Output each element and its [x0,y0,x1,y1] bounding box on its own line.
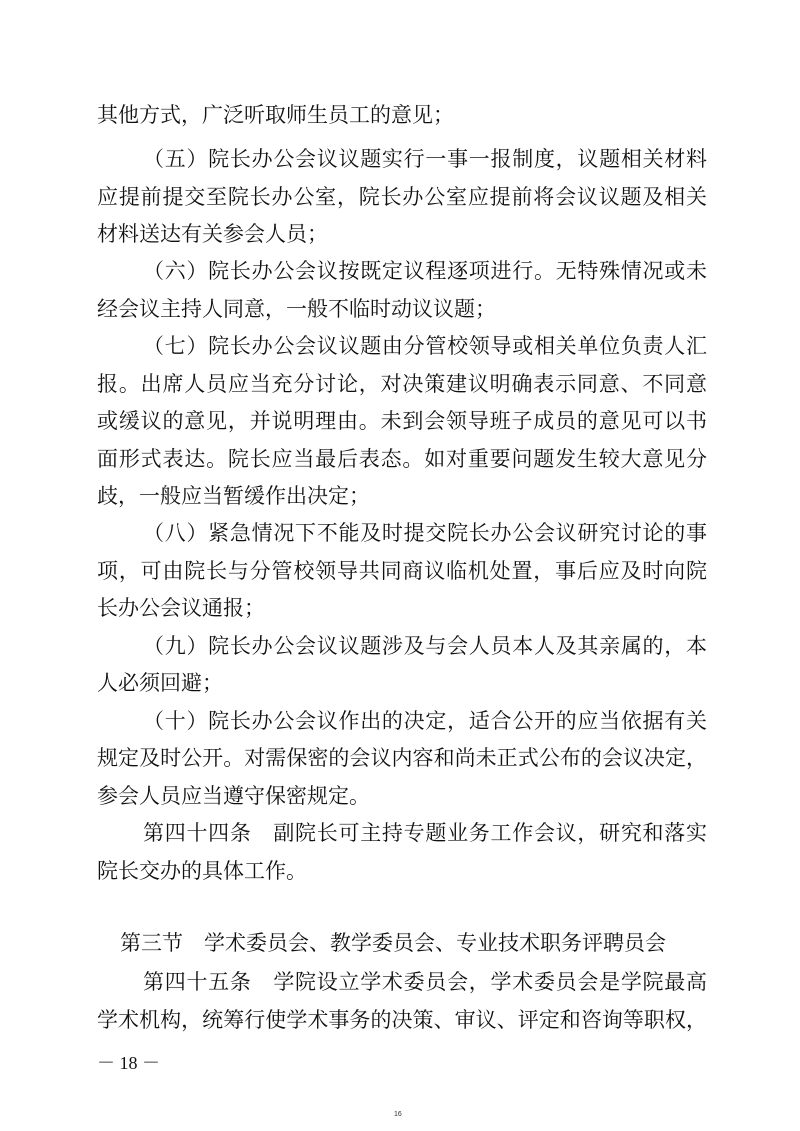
text-line: 规定及时公开。对需保密的会议内容和尚未正式公布的会议决定， [97,746,707,770]
section-heading: 第三节 学术委员会、教学委员会、专业技术职务评聘员会 [120,931,666,955]
text-line: （八）紧急情况下不能及时提交院长办公会议研究讨论的事 [143,521,707,545]
text-line: 第四十五条 学院设立学术委员会，学术委员会是学院最高 [143,970,707,994]
text-line: 院长交办的具体工作。 [97,859,307,883]
text-line: 应提前提交至院长办公室，院长办公室应提前将会议议题及相关 [97,185,707,209]
text-line: 歧，一般应当暂缓作出决定； [97,484,370,508]
text-line: （十）院长办公会议作出的决定，适合公开的应当依据有关 [143,709,707,733]
text-line: 经会议主持人同意，一般不临时动议议题； [97,297,496,321]
page-number: － 18 － [97,1053,160,1073]
text-line: 面形式表达。院长应当最后表态。如对重要问题发生较大意见分 [97,447,707,471]
text-line: 参会人员应当遵守保密规定。 [97,784,370,808]
text-line: 项，可由院长与分管校领导共同商议临机处置，事后应及时向院 [97,559,707,583]
text-line: 人必须回避； [97,671,223,695]
text-line: （九）院长办公会议议题涉及与会人员本人及其亲属的，本 [143,634,707,658]
text-line: 长办公会议通报； [97,596,265,620]
text-line: 材料送达有关参会人员； [97,222,328,246]
text-line: （七）院长办公会议议题由分管校领导或相关单位负责人汇 [143,334,707,358]
text-line: 学术机构，统筹行使学术事务的决策、审议、评定和咨询等职权， [97,1008,707,1032]
text-line: （六）院长办公会议按既定议程逐项进行。无特殊情况或未 [143,259,707,283]
text-line: 第四十四条 副院长可主持专题业务工作会议，研究和落实 [143,821,707,845]
text-line: 报。出席人员应当充分讨论，对决策建议明确表示同意、不同意 [97,372,707,396]
text-line: （五）院长办公会议议题实行一事一报制度，议题相关材料 [143,147,707,171]
scan-page-number: 16 [394,1111,402,1118]
text-line: 其他方式，广泛听取师生员工的意见； [97,103,454,127]
text-line: 或缓议的意见，并说明理由。未到会领导班子成员的意见可以书 [97,409,707,433]
